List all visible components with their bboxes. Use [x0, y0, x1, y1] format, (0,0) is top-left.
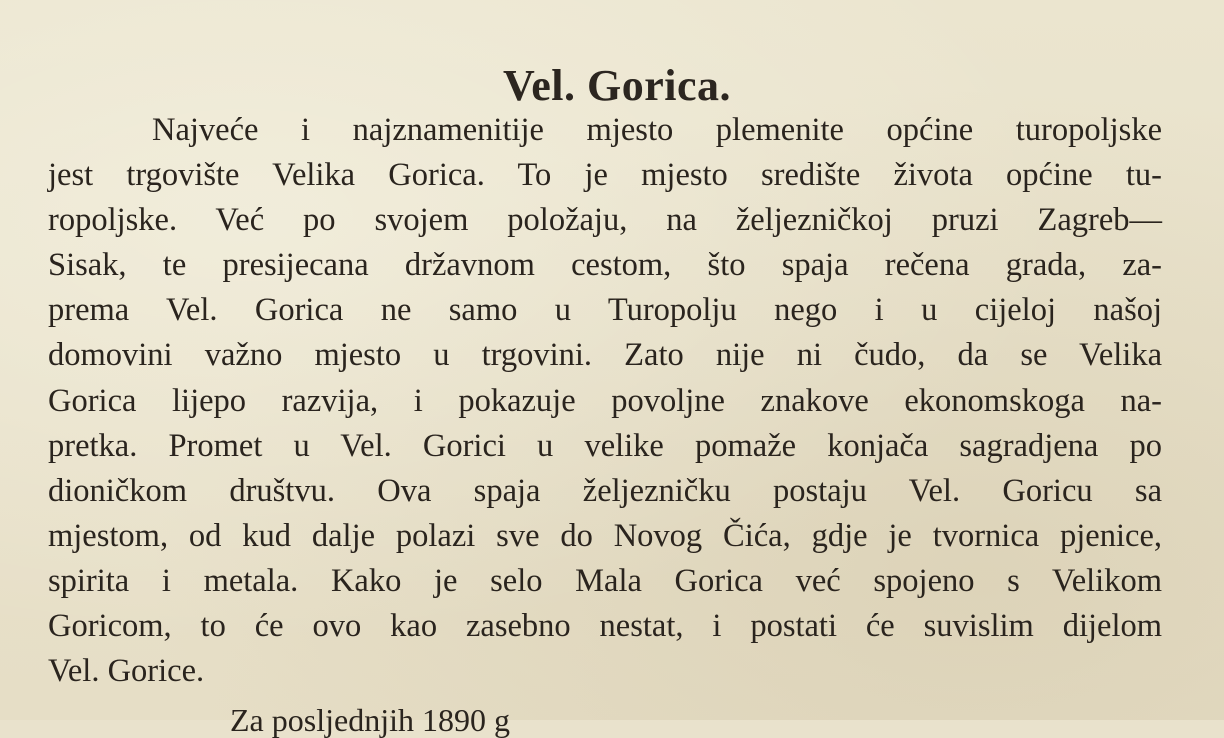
- text-line: domovini važno mjesto u trgovini. Zato nije ni čudo, da se Velika: [48, 337, 1162, 374]
- body-paragraph: [48, 108, 1162, 694]
- text-line: mjestom, od kud dalje polazi sve do Novog Čića, gdje je tvornica pjenice,: [48, 517, 1162, 554]
- text-line: jest trgovište Velika Gorica. To je mjesto središte života općine tu-: [48, 157, 1162, 194]
- text-line: Goricom, to će ovo kao zasebno nestat, i postati će suvislim dijelom: [48, 608, 1162, 645]
- text-line: Vel. Gorice.: [48, 653, 205, 690]
- text-line: dioničkom društvu. Ova spaja željezničku postaju Vel. Goricu sa: [48, 472, 1162, 509]
- text-line: Gorica lijepo razvija, i pokazuje povoljne znakove ekonomskoga na-: [48, 382, 1162, 419]
- text-line: ropoljske. Već po svojem položaju, na željezničkoj pruzi Zagreb—: [48, 202, 1162, 239]
- partial-next-line: Za posljednjih 1890 g: [230, 702, 510, 738]
- text-line: Najveće i najznamenitije mjesto plemenite općine turopoljske: [152, 112, 1162, 148]
- page-title: Vel. Gorica.: [503, 61, 731, 110]
- text-line: pretka. Promet u Vel. Gorici u velike pomaže konjača sagradjena po: [48, 427, 1162, 464]
- text-line: spirita i metala. Kako je selo Mala Gorica već spojeno s Velikom: [48, 562, 1162, 599]
- text-line: prema Vel. Gorica ne samo u Turopolju nego i u cijeloj našoj: [48, 292, 1162, 329]
- text-line: Sisak, te presijecana državnom cestom, što spaja rečena grada, za-: [48, 247, 1162, 284]
